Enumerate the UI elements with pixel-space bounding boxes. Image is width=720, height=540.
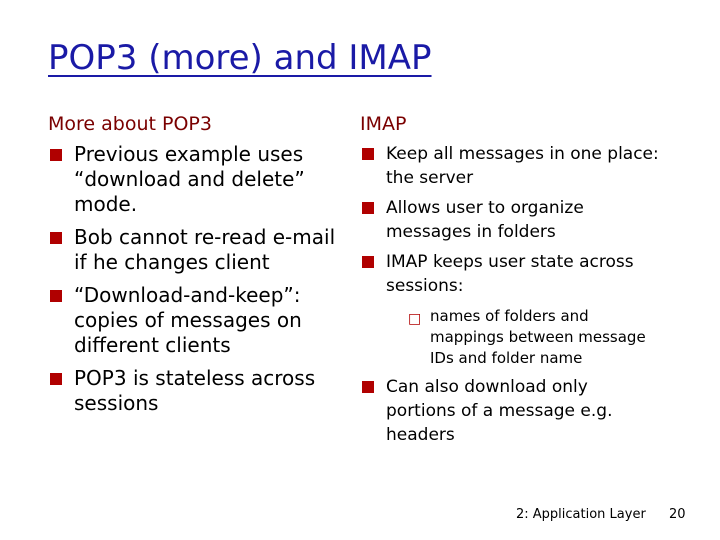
list-item	[360, 375, 660, 447]
bullet-text: Previous example uses “download and delete” mode.	[74, 142, 305, 216]
bullet-text: Keep all messages in one place: the server	[386, 144, 659, 188]
sub-bullet-text: names of folders and mappings between message IDs and folder name	[430, 307, 646, 367]
imap-heading: IMAP	[360, 113, 407, 135]
list-item	[360, 142, 660, 190]
list-item	[48, 225, 338, 275]
sub-list-item	[386, 306, 660, 369]
list-item	[48, 142, 338, 217]
square-bullet-icon	[50, 373, 62, 385]
imap-bullet-list	[360, 142, 660, 447]
page-number: 20	[669, 507, 686, 522]
square-bullet-icon	[362, 381, 374, 393]
bullet-text: POP3 is stateless across sessions	[74, 366, 316, 415]
sub-bullet-icon: □	[408, 311, 422, 327]
pop3-bullet-list	[48, 142, 338, 416]
bullet-text: “Download-and-keep”: copies of messages on different clients	[74, 283, 302, 357]
square-bullet-icon	[362, 202, 374, 214]
pop3-heading: More about POP3	[48, 113, 212, 135]
square-bullet-icon	[50, 149, 62, 161]
square-bullet-icon	[362, 148, 374, 160]
list-item	[360, 196, 660, 244]
bullet-text: Can also download only portions of a message e.g. headers	[386, 377, 613, 445]
right-column	[360, 112, 660, 453]
square-bullet-icon	[362, 256, 374, 268]
square-bullet-icon	[50, 232, 62, 244]
left-column	[48, 112, 338, 424]
bullet-text: IMAP keeps user state across sessions:	[386, 252, 634, 296]
bullet-text: Allows user to organize messages in folders	[386, 198, 584, 242]
slide-title: POP3 (more) and IMAP	[48, 38, 432, 78]
square-bullet-icon	[50, 290, 62, 302]
list-item	[360, 250, 660, 369]
bullet-text: Bob cannot re-read e-mail if he changes client	[74, 225, 336, 274]
imap-sub-list	[386, 306, 660, 369]
list-item	[48, 366, 338, 416]
list-item	[48, 283, 338, 358]
footer-chapter-label: 2: Application Layer	[516, 507, 646, 522]
